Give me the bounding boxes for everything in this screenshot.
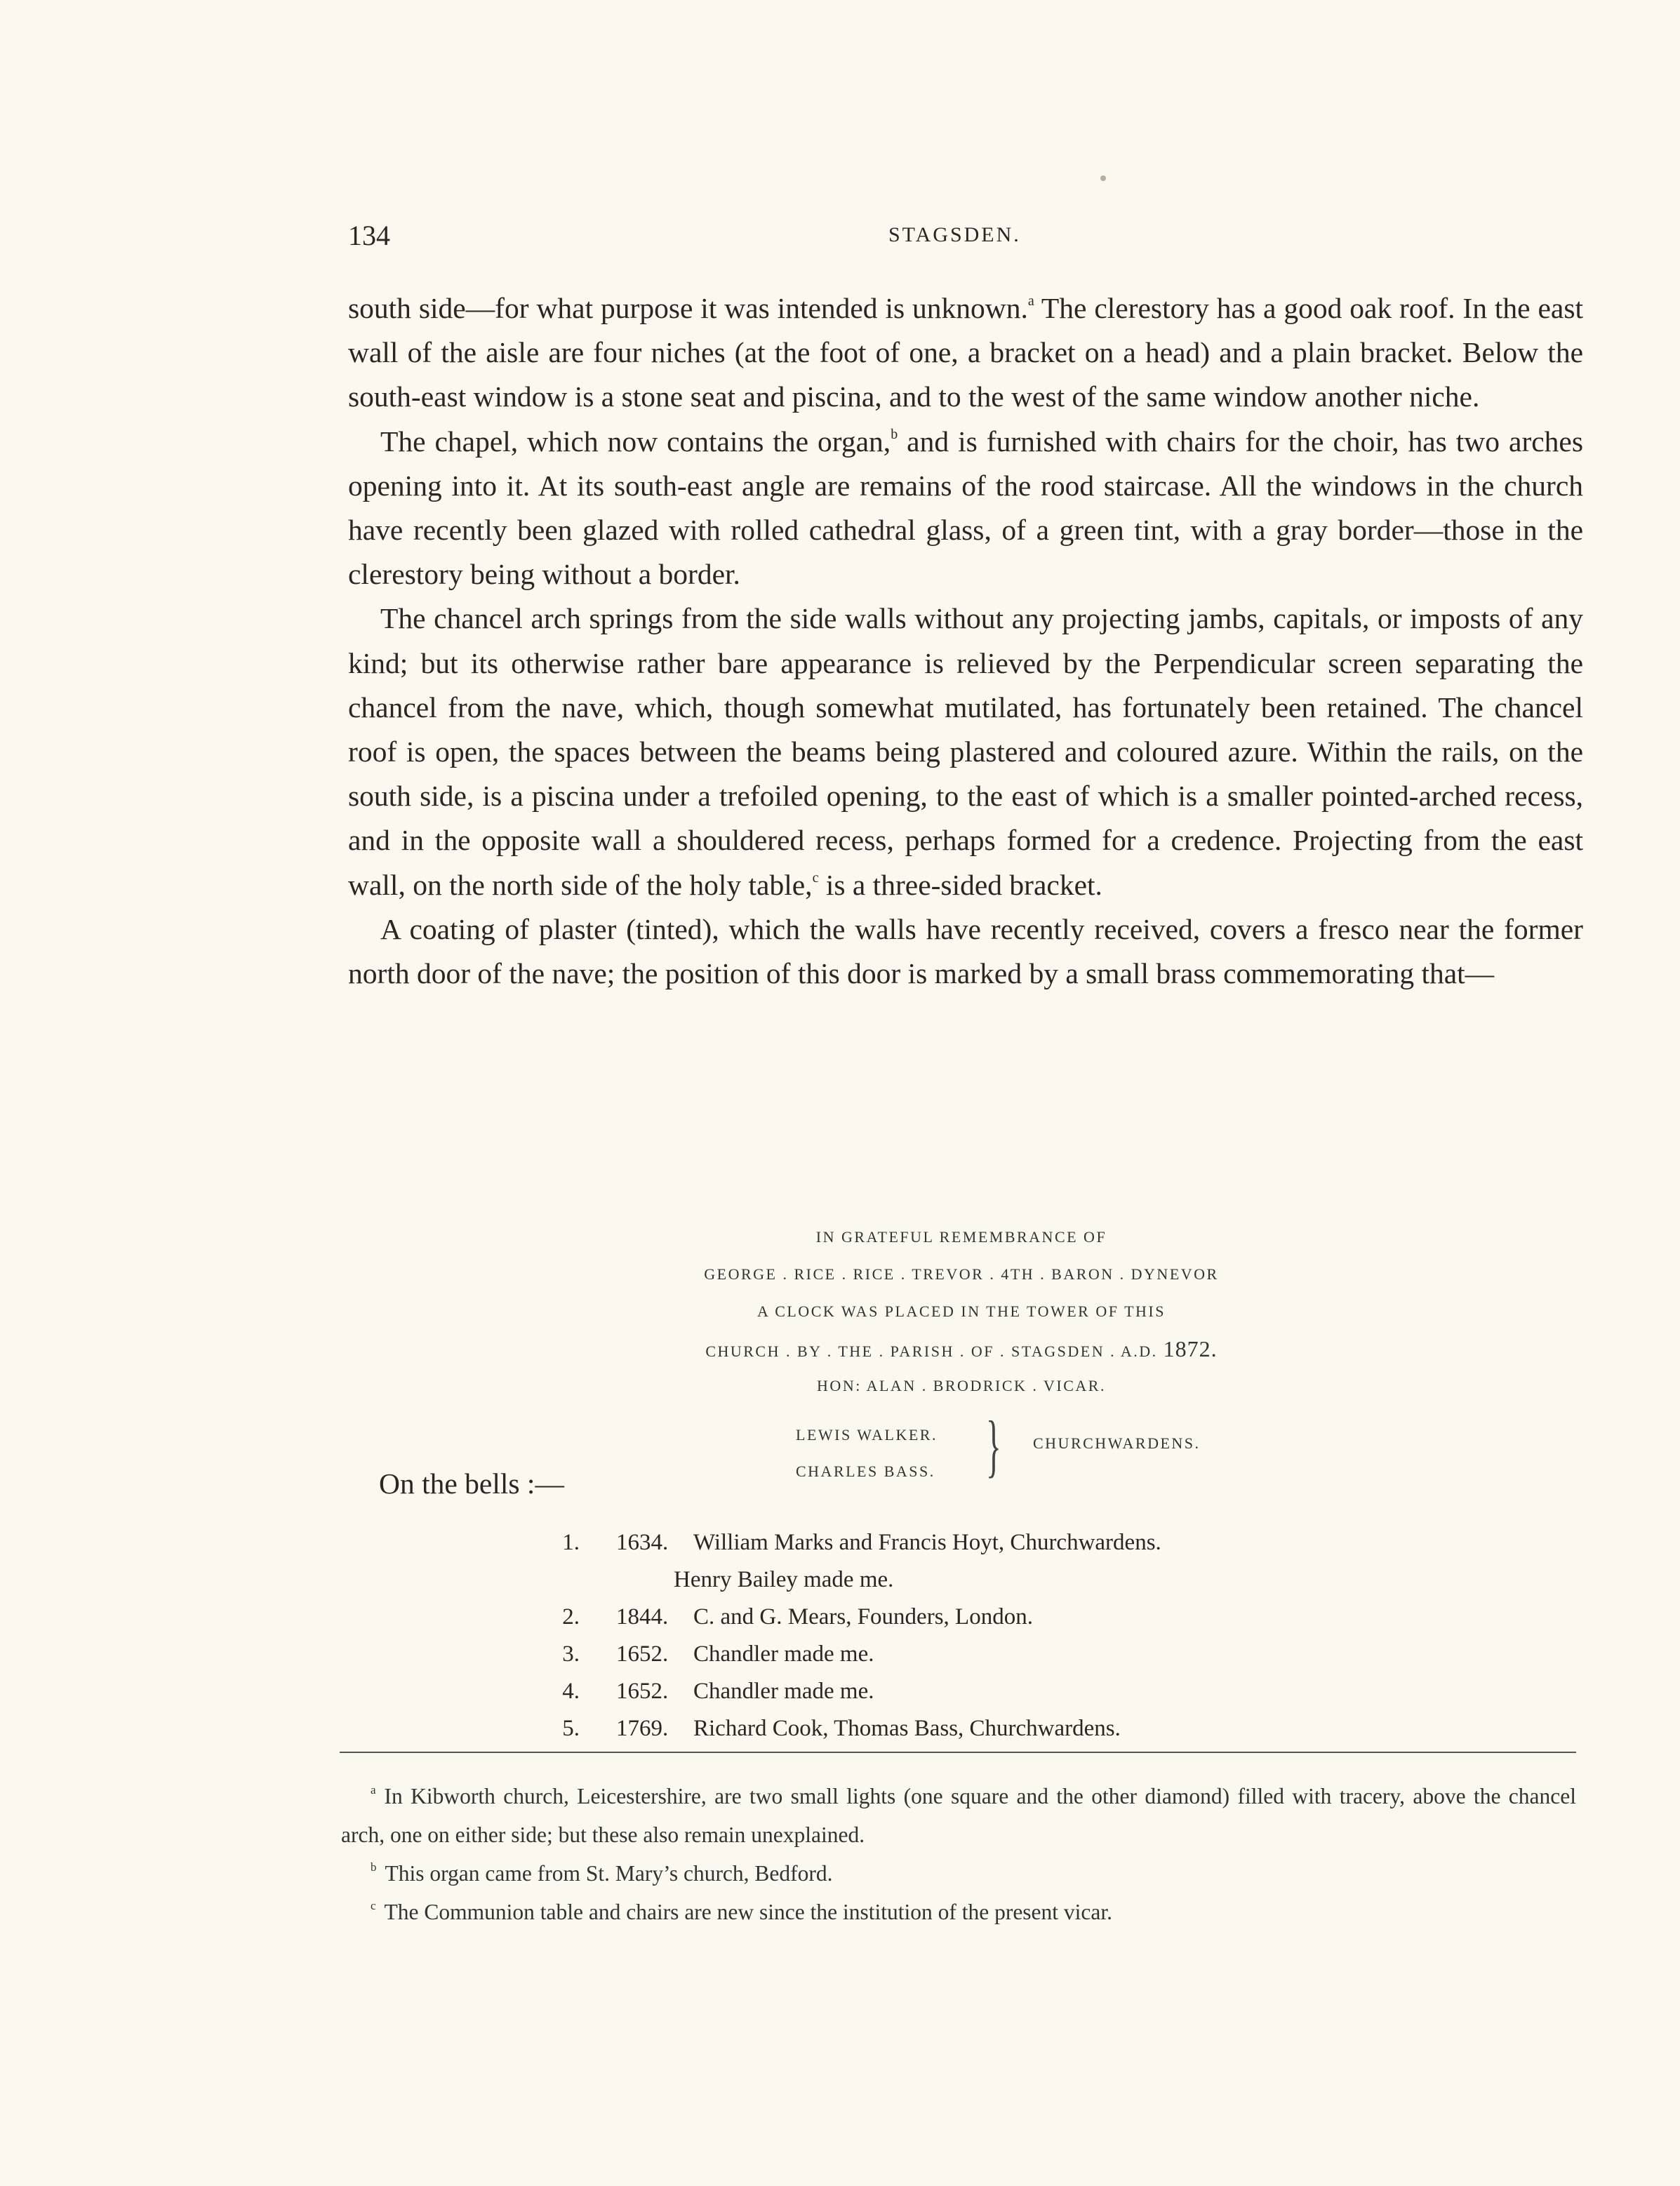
inscription-year: 1872. — [1163, 1336, 1218, 1361]
paragraph-1: south side—for what purpose it was intended is unknown.$^a$ The clerestory has a good oak roof. In the east wall of the aisle are four niches (at the foot of one, a bracket on a head) and a plain bracket. Below the south-east window is a stone seat and piscina, and to the west of the same window another niche. — [348, 292, 1583, 413]
running-head — [348, 219, 1583, 261]
list-item — [554, 1710, 1326, 1747]
bell-inscription: C. and G. Mears, Founders, London. — [693, 1604, 1033, 1629]
inscription-line-3: A CLOCK WAS PLACED IN THE TOWER OF THIS — [757, 1302, 1166, 1320]
inscription-line-2: GEORGE . RICE . RICE . TREVOR . 4TH . BARON . DYNEVOR — [704, 1265, 1219, 1283]
list-item — [554, 1561, 1326, 1599]
running-title: STAGSDEN. — [888, 223, 1021, 246]
footnote-ref-b[interactable]: b — [891, 426, 898, 442]
footnote-text: This organ came from St. Mary’s church, Bedford. — [385, 1861, 833, 1886]
bell-number: 2. — [562, 1604, 580, 1629]
paragraph-2: The chapel, which now contains the organ,$^b$ and is furnished with chairs for the choir, has two arches opening into it. At its south-east angle are remains of the rood staircase. All the windows in the church have recently been glazed with rolled cathedral glass, of a green tint, with a gray border—those in the clerestory being without a border. — [348, 425, 1583, 591]
churchwarden-names — [796, 1417, 938, 1490]
bells-heading: On the bells :— — [379, 1467, 564, 1500]
list-item — [554, 1599, 1326, 1636]
bell-inscription: Richard Cook, Thomas Bass, Churchwardens. — [693, 1716, 1121, 1741]
bell-number: 5. — [562, 1716, 580, 1741]
bell-number: 1. — [562, 1530, 580, 1555]
inscription-line-4: CHURCH . BY . THE . PARISH . OF . STAGSDEN . A.D. 1872. — [705, 1336, 1218, 1361]
page-number: 134 — [348, 220, 390, 251]
churchwarden-name: CHARLES BASS. — [796, 1462, 935, 1480]
list-item — [554, 1524, 1326, 1561]
bell-year: 1652. — [616, 1641, 669, 1667]
paragraph-3: The chancel arch springs from the side walls without any projecting jambs, capitals, or imposts of any kind; but its otherwise rather bare appearance is relieved by the Perpendicular screen separating the chancel from the nave, which, though somewhat mutilated, has fortunately been retained. The chancel roof is open, the spaces between the beams being plastered and coloured azure. Within the rails, on the south side, is a piscina under a trefoiled opening, to the east of which is a smaller pointed-arched recess, and in the opposite wall a shouldered recess, perhaps formed for a credence. Projecting from the east wall, on the north side of the holy table,$^c$ is a three-sided bracket. — [348, 602, 1583, 901]
bell-inscription: William Marks and Francis Hoyt, Churchwardens. — [693, 1530, 1161, 1555]
churchwarden-name: LEWIS WALKER. — [796, 1426, 938, 1444]
inscription-line-1: IN GRATEFUL REMEMBRANCE OF — [815, 1228, 1107, 1246]
footnote-text: In Kibworth church, Leicestershire, are two small lights (one square and the other diamond) filled with tracery, above the chancel arch, one on either side; but these also remain unexplained. — [341, 1784, 1576, 1847]
footnote-divider — [340, 1752, 1576, 1753]
list-item — [554, 1636, 1326, 1673]
paragraph-4: A coating of plaster (tinted), which the walls have recently received, covers a fresco near the former north door of the nave; the position of this door is marked by a small brass commemorating that— — [348, 912, 1583, 990]
bell-inscription: Chandler made me. — [693, 1641, 874, 1667]
list-item — [554, 1673, 1326, 1710]
footnote-b — [341, 1854, 1576, 1893]
bell-number: 3. — [562, 1641, 580, 1667]
inscription-line-5: HON: ALAN . BRODRICK . VICAR. — [817, 1377, 1106, 1394]
bell-year: 1634. — [616, 1530, 669, 1555]
brace-glyph: } — [986, 1406, 1002, 1484]
footnote-a — [341, 1777, 1576, 1854]
footnote-ref-c[interactable]: c — [812, 869, 819, 886]
body-text — [348, 286, 1583, 996]
footnote-mark: a — [371, 1783, 376, 1797]
bell-year: 1844. — [616, 1604, 669, 1629]
footnotes — [341, 1777, 1576, 1931]
footnote-mark: c — [371, 1899, 376, 1912]
churchwardens-label: CHURCHWARDENS. — [1033, 1434, 1201, 1452]
bell-inscription: Henry Bailey made me. — [674, 1567, 894, 1592]
paper-speck — [1100, 175, 1106, 181]
bell-year: 1769. — [616, 1716, 669, 1741]
bell-year: 1652. — [616, 1679, 669, 1704]
bells-list — [554, 1524, 1326, 1747]
footnote-text: The Communion table and chairs are new since the institution of the present vicar. — [384, 1900, 1113, 1924]
bell-number: 4. — [562, 1679, 580, 1704]
footnote-mark: b — [371, 1860, 377, 1874]
bell-inscription: Chandler made me. — [693, 1679, 874, 1704]
footnote-c — [341, 1893, 1576, 1931]
footnote-ref-a[interactable]: a — [1027, 293, 1034, 309]
